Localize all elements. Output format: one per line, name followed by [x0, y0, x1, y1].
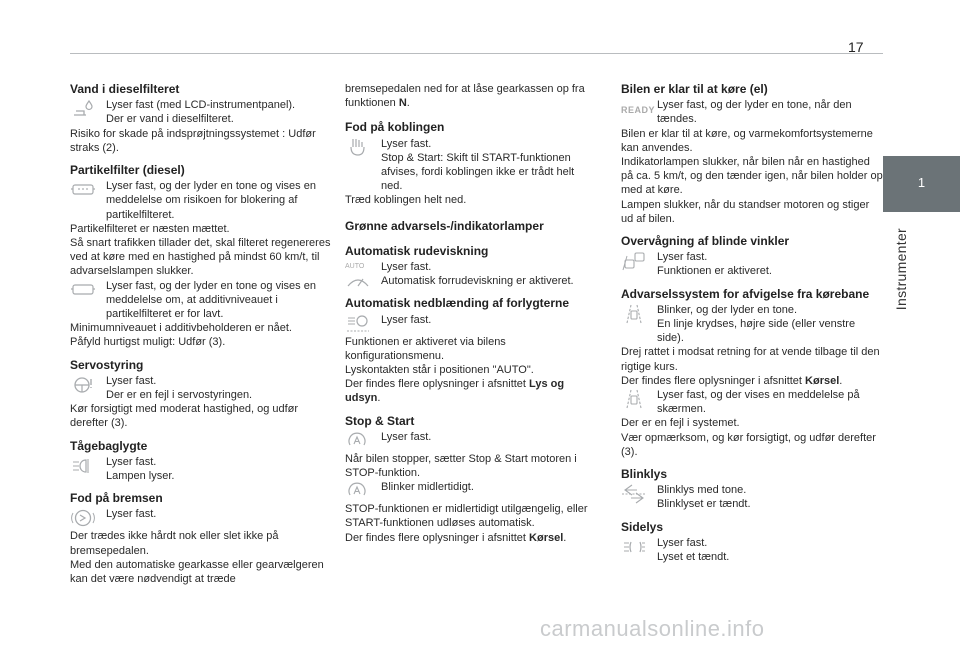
steering-title: Servostyring — [70, 357, 144, 372]
clutch-indicator — [345, 137, 597, 194]
clutch-line2: Stop & Start: Skift til START-funktionen afvises, fordi koblingen ikke er trådt helt ned. — [381, 151, 575, 193]
dip-line2: Funktionen er aktiveret via bilens konfigurationsmenu. — [345, 335, 506, 362]
header-rule — [70, 53, 883, 54]
dip-line4: Der findes flere oplysninger i afsnittet Lys og udsyn. — [345, 378, 565, 405]
foot-on-clutch-icon — [345, 137, 375, 159]
water-drop-icon — [70, 98, 100, 120]
steering-status: Lyser fast. — [106, 374, 157, 387]
watermark: carmanualsonline.info — [540, 616, 765, 641]
steering-wheel-icon — [70, 374, 100, 396]
auto-headlamp-icon — [345, 313, 375, 335]
ready-title: Bilen er klar til at køre (el) — [621, 82, 768, 96]
green-lamps-heading: Grønne advarsels-/indikatorlamper — [345, 218, 544, 233]
brake-title: Fod på bremsen — [70, 491, 163, 506]
water-filter-status: Lyser fast (med LCD-instrumentpanel). — [106, 99, 296, 112]
ready-line3: Indikatorlampen slukker, når bilen når en hastighed på ca. 5 km/t, og den tænder igen, når bilen holder op med at køre. — [621, 156, 883, 197]
ready-icon: READY — [621, 105, 656, 116]
lane-line5: Der er en fejl i systemet. — [621, 417, 740, 430]
steering-indicator — [70, 374, 332, 402]
lane-line4: Der findes flere oplysninger i afsnittet Kørsel. — [621, 374, 843, 387]
column-3 — [621, 82, 883, 564]
clutch-title: Fod på koblingen — [345, 120, 445, 135]
stop-start-icon — [345, 430, 375, 452]
dip-title: Automatisk nedblænding af forlygterne — [345, 296, 570, 311]
clutch-status: Lyser fast. — [381, 137, 432, 150]
lane-departure-icon — [621, 388, 651, 410]
particle-filter-indicator-2 — [70, 279, 332, 322]
steering-line2: Der er en fejl i servostyringen. — [106, 389, 253, 402]
stopstart-indicator-2 — [345, 480, 597, 502]
chapter-tab[interactable] — [883, 156, 960, 212]
side-line2: Lyset et tændt. — [657, 551, 730, 564]
rear-fog-light-icon — [70, 455, 100, 477]
brake-continuation: bremsepedalen ned for at låse gearkassen op fra funktionen N. — [345, 83, 585, 110]
wiper-title: Automatisk rudeviskning — [345, 243, 489, 258]
blind-status: Lyser fast. — [657, 251, 708, 264]
water-filter-line3: Risiko for skade på indsprøjtningssystemet : Udfør straks (2). — [70, 127, 316, 154]
stopstart-line2: Når bilen stopper, sætter Stop & Start motoren i STOP-funktion. — [345, 452, 577, 480]
particle-filter-line5: Påfyld hurtigst muligt: Udfør (3). — [70, 336, 226, 349]
stopstart-line3: STOP-funktionen er midlertidigt utilgængelig, eller START-funktionen udløses automatisk. — [345, 503, 588, 530]
particle-additive-status: Lyser fast, og der lyder en tone og vises en meddelelse om, at additivniveauet i partikelfilteret er for lavt. — [106, 279, 316, 321]
particle-filter-icon — [70, 279, 100, 301]
chapter-label: Instrumenter — [893, 228, 909, 311]
side-status: Lyser fast. — [657, 536, 708, 549]
fog-status: Lyser fast. — [106, 455, 157, 468]
lane-status: Blinker, og der lyder en tone. — [657, 303, 798, 316]
particle-filter-line4: Minimumniveauet i additivbeholderen er nået. — [70, 322, 292, 335]
blind-indicator — [621, 250, 883, 278]
ready-status: Lyser fast, og der lyder en tone, når den tændes. — [657, 99, 852, 126]
water-filter-title: Vand i dieselfilteret — [70, 82, 180, 96]
stopstart-line4: Der findes flere oplysninger i afsnittet Kørsel. — [345, 531, 567, 544]
page-number: 17 — [848, 39, 864, 55]
lane-indicator — [621, 303, 883, 346]
particle-filter-title: Partikelfilter (diesel) — [70, 163, 185, 178]
particle-filter-status: Lyser fast, og der lyder en tone og vises en meddelelse om risikoen for blokering af partikelfilteret. — [106, 180, 316, 221]
blind-title: Overvågning af blinde vinkler — [621, 234, 790, 249]
blink-status: Blinklys med tone. — [657, 484, 747, 497]
ready-line4: Lampen slukker, når du standser motoren og stiger ud af bilen. — [621, 198, 870, 225]
dip-status: Lyser fast. — [381, 313, 432, 326]
lane-line6: Vær opmærksom, og kør forsigtigt, og udfør derefter (3). — [621, 431, 876, 458]
water-filter-line2: Der er vand i dieselfilteret. — [106, 113, 234, 126]
lane-title: Advarselssystem for afvigelse fra kørebane — [621, 286, 870, 301]
fog-indicator — [70, 455, 332, 483]
blind-spot-icon — [621, 250, 651, 272]
fog-title: Tågebaglygte — [70, 438, 148, 453]
stopstart-title: Stop & Start — [345, 413, 415, 428]
foot-on-brake-icon — [70, 507, 100, 529]
stop-start-icon — [345, 480, 375, 502]
side-indicator — [621, 536, 883, 564]
lane-indicator-2 — [621, 388, 883, 416]
stopstart-status-2: Blinker midlertidigt. — [381, 481, 474, 494]
dip-indicator — [345, 313, 597, 335]
lane-line2: En linje krydses, højre side (eller venstre side). — [657, 318, 856, 345]
lane-departure-icon — [621, 303, 651, 325]
stopstart-indicator — [345, 430, 597, 452]
clutch-line3: Træd koblingen helt ned. — [345, 194, 467, 207]
brake-indicator — [70, 507, 332, 529]
chapter-number: 1 — [917, 175, 926, 190]
turn-signal-icon — [621, 483, 651, 505]
particle-filter-icon — [70, 179, 100, 201]
side-light-icon — [621, 536, 651, 558]
side-title: Sidelys — [621, 519, 664, 534]
brake-status: Lyser fast. — [106, 508, 157, 521]
ready-indicator — [621, 98, 883, 126]
blind-line2: Funktionen er aktiveret. — [657, 265, 772, 278]
fog-line2: Lampen lyser. — [106, 470, 175, 483]
lane-status-2: Lyser fast, og der vises en meddelelse på skærmen. — [657, 389, 860, 416]
column-1 — [70, 82, 332, 586]
wiper-status: Lyser fast. — [381, 261, 432, 274]
wiper-indicator — [345, 260, 597, 288]
brake-line3: Med den automatiske gearkasse eller gearvælgeren kan det være nødvendigt at træde — [70, 558, 324, 586]
stopstart-status: Lyser fast. — [381, 430, 432, 443]
brake-line2: Der trædes ikke hårdt nok eller slet ikke på bremsepedalen. — [70, 530, 279, 557]
dip-line3: Lyskontakten står i positionen "AUTO". — [345, 364, 534, 377]
auto-wiper-icon: AUTO — [345, 260, 375, 282]
steering-line3: Kør forsigtigt med moderat hastighed, og udfør derefter (3). — [70, 403, 299, 430]
particle-filter-indicator — [70, 179, 332, 222]
wiper-line2: Automatisk forrudeviskning er aktiveret. — [381, 275, 574, 288]
blink-title: Blinklys — [621, 467, 668, 482]
blink-indicator — [621, 483, 883, 511]
lane-line3: Drej rattet i modsat retning for at vende tilbage til den rigtige kurs. — [621, 346, 880, 373]
ready-line2: Bilen er klar til at køre, og varmekomfortsystemerne kan anvendes. — [621, 127, 873, 154]
column-2 — [345, 82, 597, 545]
particle-filter-line2: Partikelfilteret er næsten mættet. — [70, 222, 230, 235]
particle-filter-line3: Så snart trafikken tillader det, skal filteret regenereres ved at køre med en hastighed på mindst 60 km/t, til advarselslampen slukker. — [70, 237, 331, 278]
blink-line2: Blinklyset er tændt. — [657, 498, 751, 511]
water-filter-indicator — [70, 98, 332, 126]
